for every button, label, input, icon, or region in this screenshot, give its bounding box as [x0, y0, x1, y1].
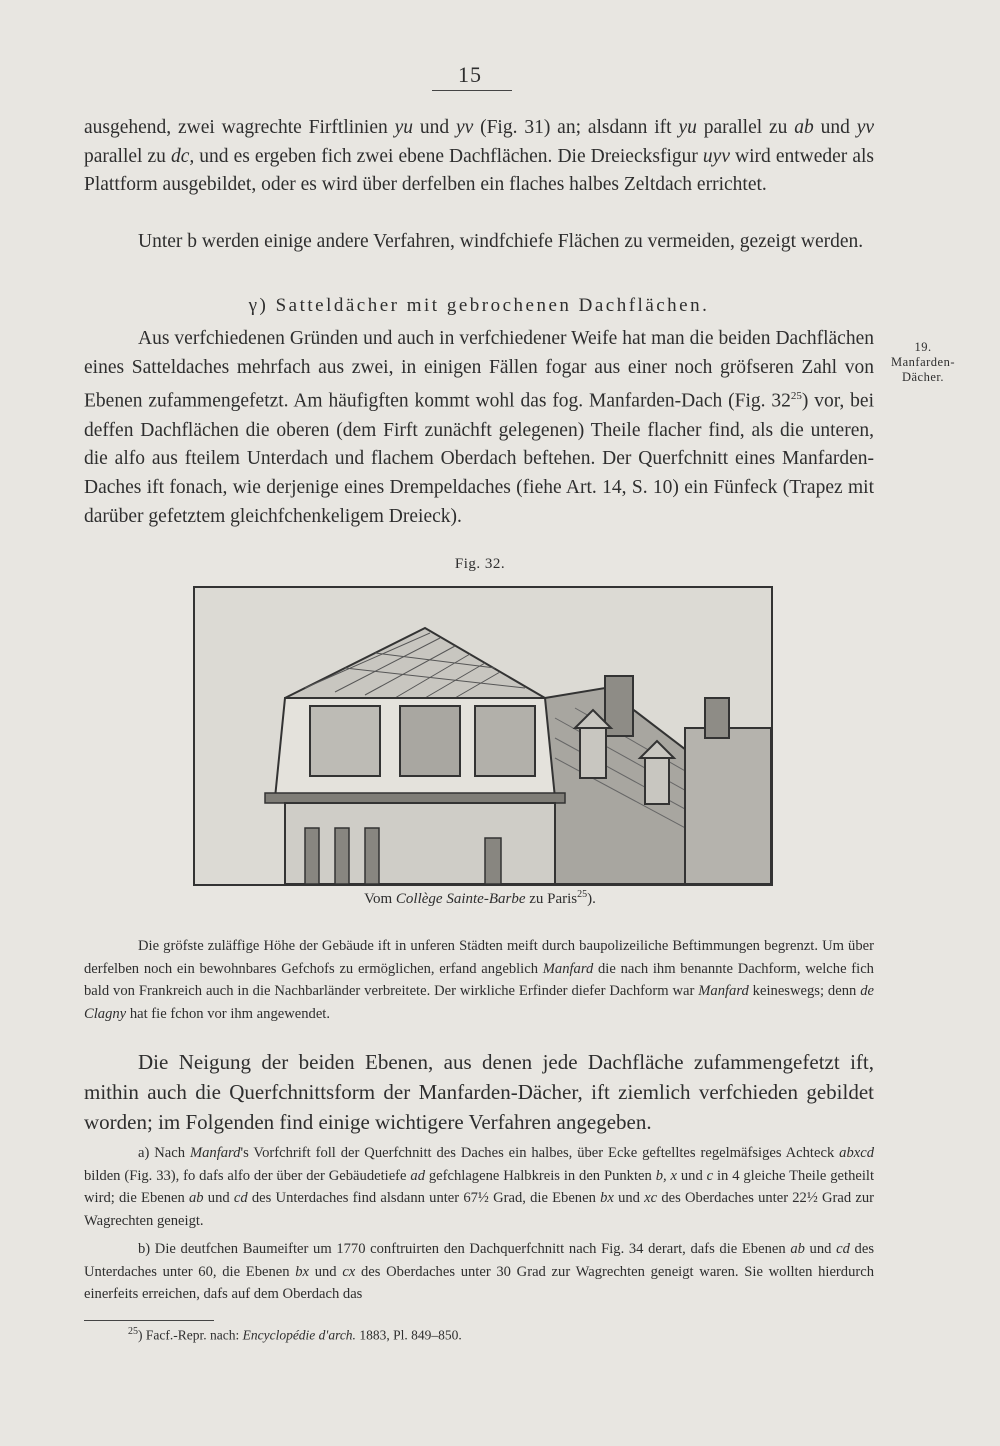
paragraph-4: Die Neigung der beiden Ebenen, aus denen jede Dachfläche zufammengefetzt ift, mithin auch die Querfchnittsform der Manfarden-Dächer, ift ziemlich verfchieden gebildet worden; im Folgenden find einige wichtigere Verfahren angegeben.: [84, 1050, 874, 1134]
small-print-paragraph: Die gröfste zuläffige Höhe der Gebäude ift in unferen Städten meift durch baupolizeiliche Beftimmungen begrenzt. Um über derfelben noch ein bewohnbares Gefchofs zu ermöglichen, erfand angeblich Manfard die nach ihm benannte Dachform, welche fich bald von Frankreich auch in die Nachbarländer verbreitete. Der wirkliche Erfinder diefer Dachform war Manfard keineswegs; denn de Clagny hat fie fchon vor ihm angewendet.: [84, 938, 874, 1022]
figure-engraving: [193, 586, 773, 886]
section-heading: γ) Satteldächer mit gebrochenen Dachflächen.: [248, 295, 710, 316]
manfarden-roof-illustration: [195, 588, 771, 884]
paragraph-3: Aus verfchiedenen Gründen und auch in verfchiedener Weife hat man die beiden Dachflächen eines Satteldaches mehrfach aus zwei, in einigen Fällen fogar aus einer noch gröfseren Zahl von Ebenen zufammengefetzt. Am häufigften kommt wohl das fog. Manfarden-Dach (Fig. $32^{25}$) vor, bei deffen Dachflächen die oberen (dem Firft zunächft gelegenen) Theile flacher find, als die unteren, die alfo aus fteilem Unterdach und flachem Oberdach beftehen. Der Querfchnitt eines Manfarden-Daches ift fonach, wie derjenige eines Drempeldaches (fiehe Art. 14, S. 10) ein Fünfeck (Trapez mit darüber gefetztem gleichfchenkeligem Dreieck).: [84, 328, 875, 527]
paragraph-2: Unter b werden einige andere Verfahren, windfchiefe Flächen zu vermeiden, gezeigt werden.: [138, 231, 864, 252]
figure-caption: Vom Collège Sainte-Barbe zu Paris$^{25}$).: [364, 889, 596, 907]
footnote-rule: [84, 1320, 214, 1321]
page-number: 15: [458, 62, 482, 87]
footnote: $^{25}$) Facf.-Repr. nach: Encyclopédie d'arch. 1883, Pl. 849–850.: [128, 1326, 462, 1343]
paragraph-1: ausgehend, zwei wagrechte Firftlinien yu und yv (Fig. 31) an; alsdann ift yu parallel zu ab und yv parallel zu dc, und es ergeben fich zwei ebene Dachflächen. Die Dreiecksfigur uyv wird entweder als Plattform ausgebildet, oder es wird über derfelben ein flaches halbes Zeltdach errichtet.: [84, 117, 875, 196]
item-a: a) Nach Manfard's Vorfchrift foll der Querfchnitt des Daches ein halbes, über Ecke geftelltes regelmäfsiges Achteck abxcd bilden (Fig. 33), fo dafs alfo der über der Gebäudetiefe ad gefchlagene Halbkreis in den Punkten b, x und c in 4 gleiche Theile getheilt wird; die Ebenen ab und cd des Unterdaches find alsdann unter 67½ Grad, die Ebenen bx und xc des Oberdaches unter 22½ Grad zur Wagrechten geneigt.: [84, 1145, 875, 1229]
margin-note: 19. Manfarden- Dächer.: [891, 340, 955, 384]
page-number-rule: [432, 90, 512, 91]
item-b: b) Die deutfchen Baumeifter um 1770 conftruirten den Dachquerfchnitt nach Fig. 34 derart, dafs die Ebenen ab und cd des Unterdaches unter 60, die Ebenen bx und cx des Oberdaches unter 30 Grad zur Wagrechten geneigt waren. Sie wollten hierdurch einerfeits erreichen, dafs auf dem Oberdach das: [84, 1241, 875, 1302]
figure-label: Fig. 32.: [454, 556, 506, 572]
